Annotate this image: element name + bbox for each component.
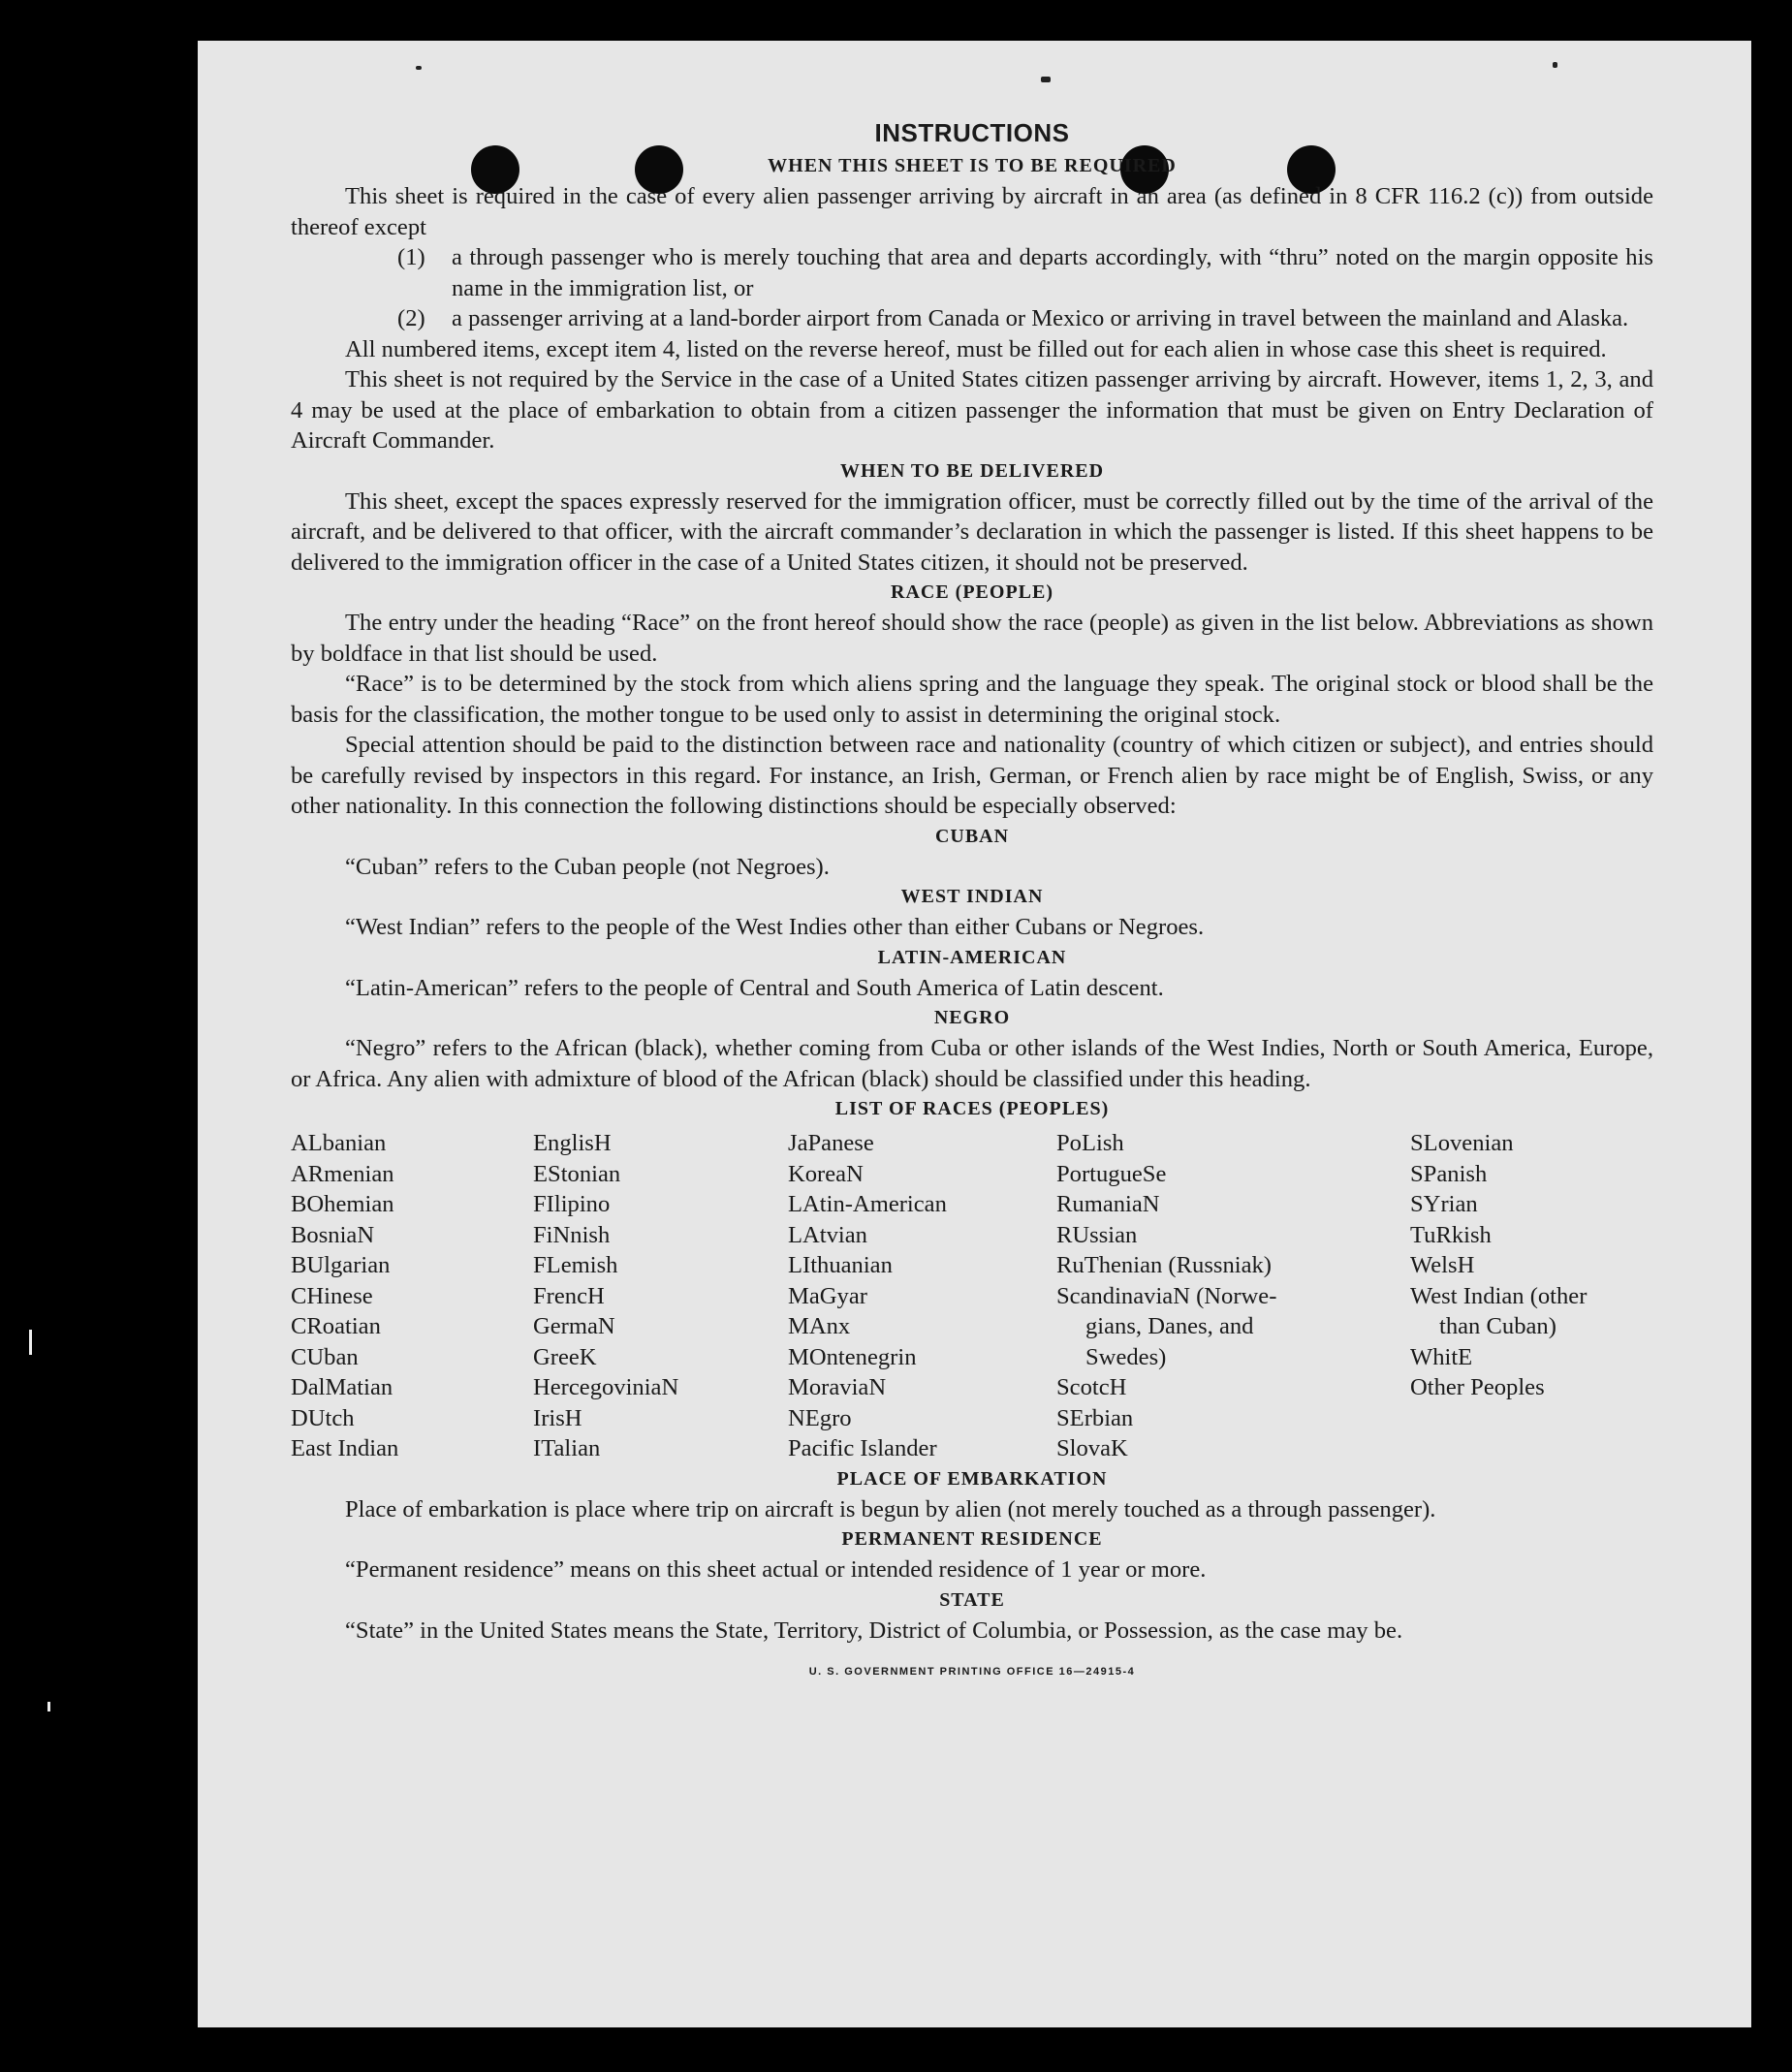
race-item: GermaN	[533, 1313, 615, 1339]
scan-speck	[1553, 62, 1557, 68]
scan-speck	[1041, 77, 1051, 82]
race-item: ScandinaviaN (Norwe-	[1056, 1282, 1277, 1309]
race-item: FIlipino	[533, 1191, 611, 1217]
heading-list-of-races: LIST OF RACES (PEOPLES)	[834, 1098, 1110, 1119]
race-item: JaPanese	[788, 1130, 874, 1156]
item-number: (1)	[397, 244, 425, 270]
latin-american-text: “Latin-American” refers to the people of Central and South America of Latin descent.	[345, 974, 1164, 1001]
page-title: INSTRUCTIONS	[874, 118, 1070, 147]
heading-permanent-residence: PERMANENT RESIDENCE	[841, 1528, 1103, 1550]
scan-edge-mark	[47, 1702, 50, 1711]
race-item: BUlgarian	[291, 1252, 391, 1278]
races-column-3	[788, 1128, 1056, 1464]
race-item: LAtin-American	[788, 1191, 947, 1217]
race-item: SPanish	[1410, 1160, 1488, 1187]
race-item: LAtvian	[788, 1221, 867, 1248]
race-item: DUtch	[291, 1404, 355, 1431]
heading-race: RACE (PEOPLE)	[891, 581, 1053, 603]
races-list	[291, 1128, 1653, 1464]
permanent-residence-text: “Permanent residence” means on this sheet actual or intended residence of 1 year or more.	[345, 1556, 1207, 1583]
when-required-intro: This sheet is required in the case of every alien passenger arriving by aircraft in an area (as defined in 8 CFR 116.2 (c)) from outside thereof except	[291, 183, 1653, 240]
race-item: MOntenegrin	[788, 1343, 917, 1370]
item-number: (2)	[397, 305, 425, 331]
race-item: Pacific Islander	[788, 1435, 937, 1461]
item-text: a through passenger who is merely touching that area and departs accordingly, with “thru” noted on the margin opposite his name in the immigration list, or	[452, 244, 1653, 301]
cuban-text: “Cuban” refers to the Cuban people (not Negroes).	[345, 853, 830, 880]
race-item: BOhemian	[291, 1191, 394, 1217]
when-required-para-3: This sheet is not required by the Service in the case of a United States citizen passenger arriving by aircraft. However, items 1, 2, 3, and 4 may be used at the place of embarkation to obtain from a citizen passenger the information that must be given on Entry Declaration of Aircraft Commander.	[291, 366, 1653, 454]
race-para-2: “Race” is to be determined by the stock from which aliens spring and the language they speak. The original stock or blood shall be the basis for the classification, the mother tongue to be used only to assist in determining the original stock.	[291, 671, 1653, 728]
heading-state: STATE	[939, 1588, 1005, 1611]
race-item: Other Peoples	[1410, 1374, 1545, 1400]
race-item: MaGyar	[788, 1282, 867, 1309]
race-item-continued: than Cuban)	[1439, 1313, 1556, 1339]
scan-edge-mark	[29, 1330, 32, 1355]
race-item-continued: Swedes)	[1085, 1343, 1167, 1370]
state-text: “State” in the United States means the State, Territory, District of Columbia, or Possession, as the case may be.	[345, 1617, 1403, 1644]
heading-cuban: CUBAN	[934, 825, 1010, 847]
race-item: MAnx	[788, 1313, 851, 1339]
race-item: SYrian	[1410, 1191, 1478, 1217]
race-item: ARmenian	[291, 1160, 394, 1187]
race-item: MoraviaN	[788, 1374, 887, 1400]
instructions-content	[291, 116, 1653, 1688]
race-item: FLemish	[533, 1252, 618, 1278]
race-item: EStonian	[533, 1160, 621, 1187]
race-item: LIthuanian	[788, 1252, 893, 1278]
race-item: SlovaK	[1056, 1435, 1128, 1461]
race-item: PoLish	[1056, 1130, 1124, 1156]
race-item: SErbian	[1056, 1404, 1134, 1431]
race-item: GreeK	[533, 1343, 597, 1370]
heading-when-delivered: WHEN TO BE DELIVERED	[839, 459, 1105, 482]
race-item: ITalian	[533, 1435, 601, 1461]
heading-negro: NEGRO	[933, 1007, 1011, 1028]
race-item-continued: gians, Danes, and	[1085, 1313, 1254, 1339]
heading-west-indian: WEST INDIAN	[900, 886, 1044, 907]
race-item: CRoatian	[291, 1313, 381, 1339]
race-item: RuThenian (Russniak)	[1056, 1252, 1272, 1278]
race-item: KoreaN	[788, 1160, 864, 1187]
heading-when-required: WHEN THIS SHEET IS TO BE REQUIRED	[768, 155, 1177, 176]
races-column-1	[291, 1128, 533, 1464]
race-item: CHinese	[291, 1282, 373, 1309]
races-column-4	[1056, 1128, 1410, 1464]
race-item: WelsH	[1410, 1252, 1475, 1278]
exception-item-2	[291, 303, 1653, 334]
races-column-5	[1410, 1128, 1653, 1464]
race-item: WhitE	[1410, 1343, 1473, 1370]
race-item: TuRkish	[1410, 1221, 1492, 1248]
heading-place-of-embarkation: PLACE OF EMBARKATION	[836, 1467, 1108, 1490]
race-item: CUban	[291, 1343, 359, 1370]
negro-text: “Negro” refers to the African (black), whether coming from Cuba or other islands of the West Indies, North or South America, Europe, or Africa. Any alien with admixture of blood of the African (black) should be classified under this heading.	[291, 1035, 1653, 1092]
heading-latin-american: LATIN-AMERICAN	[877, 946, 1067, 968]
scan-speck	[416, 66, 422, 70]
race-item: West Indian (other	[1410, 1282, 1588, 1309]
race-para-1: The entry under the heading “Race” on the front hereof should show the race (people) as given in the list below. Abbreviations as shown by boldface in that list should be used.	[291, 610, 1653, 667]
race-item: FiNnish	[533, 1221, 611, 1248]
race-item: DalMatian	[291, 1374, 393, 1400]
race-item: ALbanian	[291, 1130, 387, 1156]
race-item: EnglisH	[533, 1130, 612, 1156]
west-indian-text: “West Indian” refers to the people of the West Indies other than either Cubans or Negroes.	[345, 914, 1205, 940]
race-item: PortugueSe	[1056, 1160, 1167, 1187]
race-item: RumaniaN	[1056, 1191, 1160, 1217]
place-of-embarkation-text: Place of embarkation is place where trip on aircraft is begun by alien (not merely touched as a through passenger).	[345, 1495, 1436, 1523]
races-column-2	[533, 1128, 788, 1464]
printing-office-footer: U. S. GOVERNMENT PRINTING OFFICE 16—24915-4	[808, 1666, 1136, 1678]
when-required-para-2: All numbered items, except item 4, listed on the reverse hereof, must be filled out for each alien in whose case this sheet is required.	[345, 335, 1607, 362]
race-item: ScotcH	[1056, 1374, 1127, 1400]
race-item: IrisH	[533, 1404, 582, 1431]
race-para-3: Special attention should be paid to the distinction between race and nationality (country of which citizen or subject), and entries should be carefully revised by inspectors in this regard. For instance, an Irish, German, or French alien by race might be of English, Swiss, or any other nationality. In this connection the following distinctions should be especially observed:	[291, 732, 1653, 819]
race-item: East Indian	[291, 1435, 399, 1461]
race-item: BosniaN	[291, 1221, 375, 1248]
when-delivered-text: This sheet, except the spaces expressly reserved for the immigration officer, must be correctly filled out by the time of the arrival of the aircraft, and be delivered to that officer, with the aircraft commander’s declaration in which the passenger is listed. If this sheet happens to be delivered to the immigration officer in the case of a United States citizen, it should not be preserved.	[291, 487, 1653, 576]
race-item: FrencH	[533, 1282, 605, 1309]
race-item: NEgro	[788, 1404, 852, 1431]
race-item: RUssian	[1056, 1221, 1138, 1248]
item-text: a passenger arriving at a land-border airport from Canada or Mexico or arriving in travel between the mainland and Alaska.	[452, 305, 1629, 331]
race-item: HercegoviniaN	[533, 1374, 679, 1400]
exception-item-1	[291, 242, 1653, 303]
race-item: SLovenian	[1410, 1130, 1514, 1156]
